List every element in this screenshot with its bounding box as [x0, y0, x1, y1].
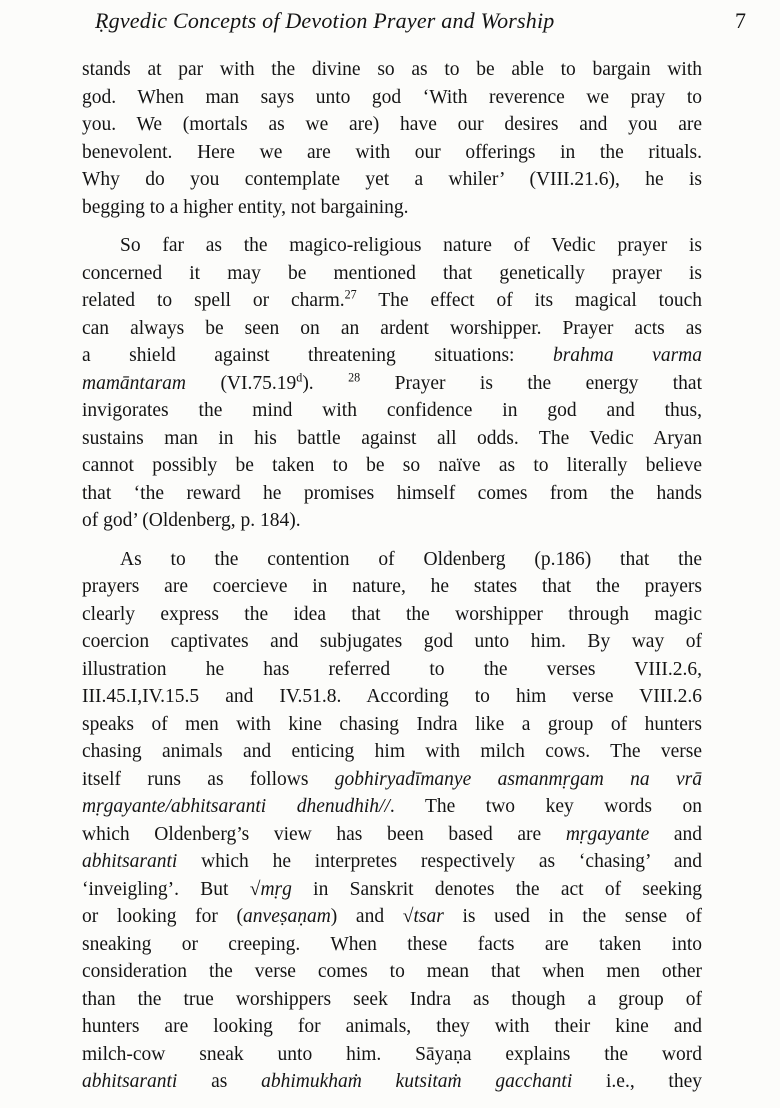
text-segment: can always be seen on an ardent worshipper. Prayer acts as: [82, 317, 702, 339]
text-line: [82, 315, 702, 343]
text-segment: stands at par with the divine so as to be able to bargain with: [82, 59, 702, 80]
text-segment: . The two key words on: [389, 796, 702, 817]
text-segment: sustains man in his battle against all odds. The Vedic Aryan: [82, 427, 702, 449]
paragraph: [82, 56, 702, 221]
page-number: 7: [735, 8, 746, 33]
text-line: [82, 1068, 702, 1096]
text-line: [82, 573, 702, 601]
page-body: [82, 56, 702, 1096]
text-line: [82, 903, 702, 931]
text-segment: cannot possibly be taken to be so naïve as to literally believe: [82, 455, 702, 476]
superscript-reference: 27: [344, 287, 357, 302]
text-segment: begging to a higher entity, not bargaining.: [82, 196, 409, 218]
text-segment: god. When man says unto god ‘With reverence we pray to: [82, 86, 702, 108]
text-line: [82, 480, 702, 508]
text-line: [82, 370, 702, 398]
text-segment: gobhiryadīmanye asmanmṛgam na vrā: [334, 768, 702, 790]
text-line: [82, 848, 702, 876]
paragraph: [82, 546, 702, 1096]
superscript-reference: d: [296, 370, 303, 384]
text-segment: (VI.75.19: [186, 372, 297, 394]
text-segment: illustration he has referred to the verses VIII.2.6,: [82, 658, 702, 680]
text-line: [82, 111, 702, 139]
text-segment: milch-cow sneak unto him. Sāyaṇa explains the word: [82, 1043, 702, 1065]
text-segment: ‘inveigling’. But √: [82, 878, 261, 900]
running-title: Ṛgvedic Concepts of Devotion Prayer and Worship: [95, 8, 555, 33]
text-segment: which Oldenberg’s view has been based are: [82, 823, 566, 845]
text-segment: consideration the verse comes to mean that when men other: [82, 961, 702, 982]
text-line: [82, 425, 702, 453]
text-segment: anveṣaṇam: [243, 906, 331, 927]
page-header: [95, 8, 746, 34]
text-segment: a shield against threatening situations:: [82, 345, 553, 366]
text-line: [82, 1013, 702, 1041]
text-line: [82, 1041, 702, 1069]
text-line: [82, 601, 702, 629]
text-line: [82, 958, 702, 986]
text-line: [82, 711, 702, 739]
text-segment: ).: [302, 372, 349, 394]
text-segment: and: [649, 823, 702, 845]
text-line: [82, 738, 702, 766]
text-segment: abhitsaranti: [82, 1071, 178, 1092]
text-line: [82, 139, 702, 167]
text-line: [82, 56, 702, 84]
text-segment: III.45.I,IV.15.5 and IV.51.8. According to him verse VIII.2.6: [82, 686, 702, 707]
text-line: [82, 260, 702, 288]
text-segment: speaks of men with kine chasing Indra like a group of hunters: [82, 713, 702, 735]
text-line: [82, 287, 702, 315]
text-line: [82, 821, 702, 849]
text-segment: abhitsaranti: [82, 851, 178, 872]
text-line: [82, 397, 702, 425]
text-segment: benevolent. Here we are with our offerings in the rituals.: [82, 141, 702, 163]
text-segment: tsar: [413, 906, 444, 927]
text-segment: mṛg: [260, 878, 292, 900]
text-line: [82, 986, 702, 1014]
text-segment: that ‘the reward he promises himself comes from the hands: [82, 482, 702, 504]
text-line: [82, 766, 702, 794]
text-line: [82, 194, 702, 222]
text-segment: abhimukhaṁ kutsitaṁ gacchanti: [261, 1071, 573, 1092]
text-segment: which he interpretes respectively as ‘chasing’ and: [177, 851, 702, 872]
text-line: [82, 84, 702, 112]
text-segment: Prayer is the energy that: [360, 372, 702, 394]
text-line: [82, 931, 702, 959]
text-segment: i.e., they: [572, 1071, 702, 1092]
text-segment: you. We (mortals as we are) have our desires and you are: [82, 114, 702, 135]
text-segment: So far as the magico-religious nature of Vedic prayer is: [120, 235, 702, 256]
text-line: [82, 342, 702, 370]
text-segment: coercion captivates and subjugates god unto him. By way of: [82, 631, 702, 652]
superscript-reference: 28: [348, 370, 361, 384]
text-segment: in Sanskrit denotes the act of seeking: [291, 878, 702, 900]
text-line: [82, 793, 702, 821]
text-segment: than the true worshippers seek Indra as though a group of: [82, 988, 702, 1010]
text-line: [82, 507, 702, 535]
text-line: [82, 452, 702, 480]
text-segment: brahma varma: [552, 345, 702, 366]
text-segment: clearly express the idea that the worshipper through magic: [82, 603, 702, 625]
text-segment: mṛgayante/abhitsaranti dhenudhih//: [82, 796, 390, 817]
text-line: [82, 166, 702, 194]
text-segment: ) and √: [330, 906, 414, 927]
text-segment: hunters are looking for animals, they with their kine and: [82, 1016, 702, 1037]
text-line: [82, 876, 702, 904]
text-line: [82, 656, 702, 684]
text-segment: related to spell or charm.: [82, 290, 345, 311]
text-segment: The effect of its magical touch: [356, 290, 702, 311]
text-segment: is used in the sense of: [443, 906, 702, 927]
text-line: [82, 683, 702, 711]
text-segment: Why do you contemplate yet a whiler’ (VIII.21.6), he is: [82, 169, 702, 190]
text-segment: mamāntaram: [82, 372, 187, 394]
text-line: [82, 628, 702, 656]
text-segment: concerned it may be mentioned that genetically prayer is: [82, 262, 702, 284]
paragraph: [82, 232, 702, 535]
text-segment: or looking for (: [82, 906, 244, 927]
text-segment: itself runs as follows: [82, 768, 335, 790]
text-segment: as: [177, 1071, 262, 1092]
text-line: [82, 232, 702, 260]
text-segment: mṛgayante: [565, 823, 650, 845]
text-segment: As to the contention of Oldenberg (p.186) that the: [120, 548, 702, 570]
text-segment: invigorates the mind with confidence in god and thus,: [82, 400, 702, 421]
text-segment: of god’ (Oldenberg, p. 184).: [82, 510, 301, 531]
text-segment: prayers are coercieve in nature, he states that the prayers: [82, 576, 702, 597]
text-segment: chasing animals and enticing him with milch cows. The verse: [82, 741, 702, 762]
text-segment: sneaking or creeping. When these facts are taken into: [82, 933, 702, 955]
text-line: [82, 546, 702, 574]
